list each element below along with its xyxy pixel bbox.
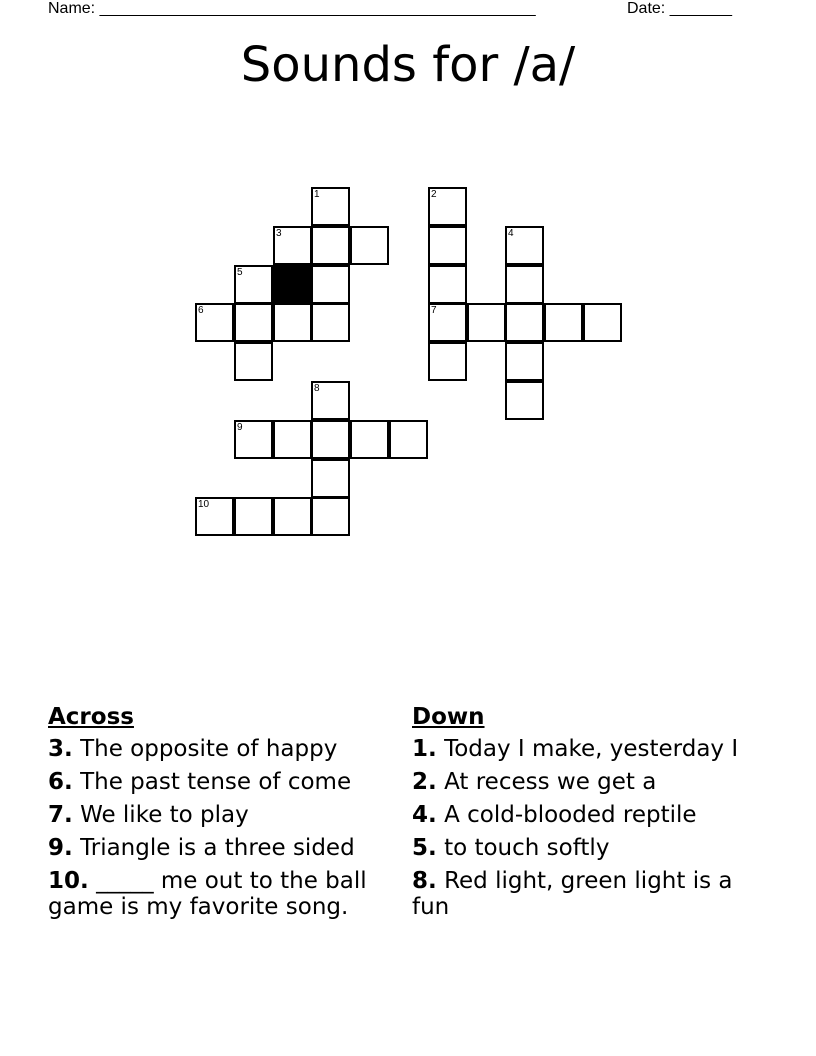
grid-cell[interactable] xyxy=(428,226,467,265)
cell-number: 5 xyxy=(237,267,243,278)
across-clues xyxy=(48,703,398,927)
grid-cell[interactable] xyxy=(234,303,273,342)
cell-number: 7 xyxy=(431,305,437,316)
grid-cell[interactable] xyxy=(195,303,234,342)
grid-cell[interactable] xyxy=(273,497,312,536)
down-clue xyxy=(412,802,762,828)
grid-cell[interactable] xyxy=(311,303,350,342)
clue-text: At recess we get a xyxy=(444,769,657,795)
cell-number: 3 xyxy=(276,228,282,239)
clue-text: _____ me out to the ball game is my favorite song. xyxy=(48,868,367,920)
grid-cell[interactable] xyxy=(428,342,467,381)
grid-cell[interactable] xyxy=(311,381,350,420)
cell-number: 6 xyxy=(198,305,204,316)
cell-number: 1 xyxy=(314,189,320,200)
black-cell xyxy=(273,265,312,304)
clue-text: Triangle is a three sided xyxy=(80,835,355,861)
grid-cell[interactable] xyxy=(311,226,350,265)
across-heading: Across xyxy=(48,704,134,730)
down-clue xyxy=(412,769,762,795)
cell-number: 4 xyxy=(508,228,514,239)
clue-text: The past tense of come xyxy=(80,769,352,795)
cell-number: 2 xyxy=(431,189,437,200)
clue-text: The opposite of happy xyxy=(80,736,338,762)
grid-cell[interactable] xyxy=(583,303,622,342)
cell-number: 9 xyxy=(237,422,243,433)
clue-number: 7. xyxy=(48,802,73,828)
clue-text: A cold-blooded reptile xyxy=(444,802,697,828)
grid-cell[interactable] xyxy=(544,303,583,342)
grid-cell[interactable] xyxy=(311,420,350,459)
clue-text: We like to play xyxy=(80,802,249,828)
grid-cell[interactable] xyxy=(428,187,467,226)
grid-cell[interactable] xyxy=(350,420,389,459)
grid-cell[interactable] xyxy=(234,342,273,381)
grid-cell[interactable] xyxy=(350,226,389,265)
down-clues xyxy=(412,703,762,927)
across-clue xyxy=(48,802,398,828)
across-clue xyxy=(48,868,398,920)
grid-cell[interactable] xyxy=(311,265,350,304)
cell-number: 8 xyxy=(314,383,320,394)
grid-cell[interactable] xyxy=(505,265,544,304)
clue-number: 6. xyxy=(48,769,73,795)
grid-cell[interactable] xyxy=(467,303,506,342)
clue-number: 3. xyxy=(48,736,73,762)
date-line: Date: _______ xyxy=(627,0,732,17)
grid-cell[interactable] xyxy=(234,497,273,536)
grid-cell[interactable] xyxy=(311,187,350,226)
across-clue xyxy=(48,835,398,861)
clue-number: 9. xyxy=(48,835,73,861)
grid-cell[interactable] xyxy=(311,497,350,536)
clue-text: to touch softly xyxy=(444,835,610,861)
grid-cell[interactable] xyxy=(505,303,544,342)
down-clue xyxy=(412,736,762,762)
grid-cell[interactable] xyxy=(195,497,234,536)
down-clue xyxy=(412,835,762,861)
clue-number: 10. xyxy=(48,868,89,894)
grid-cell[interactable] xyxy=(505,381,544,420)
grid-cell[interactable] xyxy=(428,303,467,342)
down-heading: Down xyxy=(412,704,485,730)
cell-number: 10 xyxy=(198,499,210,510)
clue-number: 1. xyxy=(412,736,437,762)
grid-cell[interactable] xyxy=(505,342,544,381)
grid-cell[interactable] xyxy=(428,265,467,304)
grid-cell[interactable] xyxy=(389,420,428,459)
grid-cell[interactable] xyxy=(234,265,273,304)
grid-cell[interactable] xyxy=(273,303,312,342)
clue-number: 5. xyxy=(412,835,437,861)
clue-number: 2. xyxy=(412,769,437,795)
clue-text: Today I make, yesterday I xyxy=(444,736,739,762)
name-line: Name: _________________________________________________ xyxy=(48,0,536,17)
clue-number: 4. xyxy=(412,802,437,828)
across-clue xyxy=(48,769,398,795)
grid-cell[interactable] xyxy=(505,226,544,265)
across-clue xyxy=(48,736,398,762)
down-clue xyxy=(412,868,762,920)
grid-cell[interactable] xyxy=(311,459,350,498)
clue-number: 8. xyxy=(412,868,437,894)
clue-text: Red light, green light is a fun xyxy=(412,868,733,920)
grid-cell[interactable] xyxy=(273,420,312,459)
grid-cell[interactable] xyxy=(234,420,273,459)
grid-cell[interactable] xyxy=(273,226,312,265)
page-title: Sounds for /a/ xyxy=(240,37,576,93)
